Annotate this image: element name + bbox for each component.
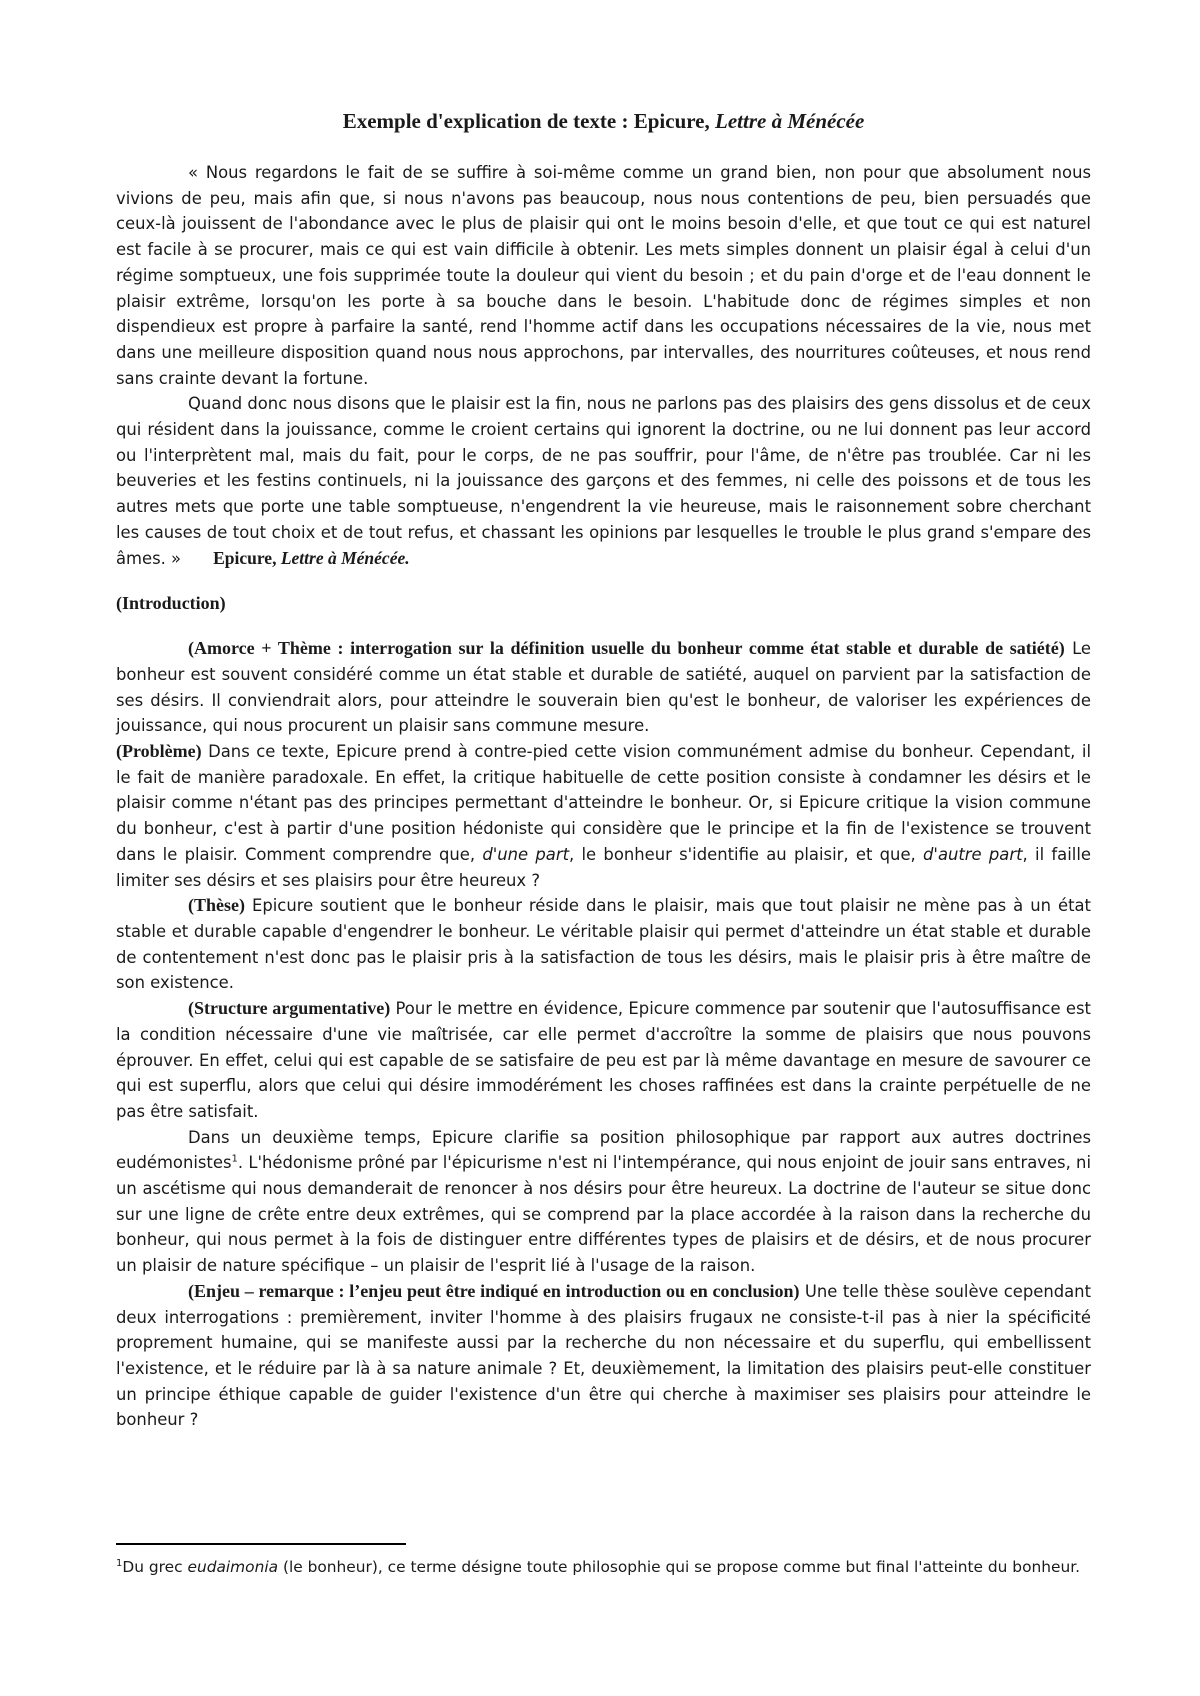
footnote-separator (116, 1543, 406, 1545)
label-these: (Thèse) (188, 895, 245, 916)
label-enjeu: (Enjeu – remarque : l’enjeu peut être indiqué en introduction ou en conclusion) (188, 1280, 800, 1301)
label-structure: (Structure argumentative) (188, 998, 391, 1019)
footnote-number: 1 (116, 1557, 123, 1569)
footnote-reference[interactable]: 1 (231, 1153, 238, 1165)
label-probleme: (Problème) (116, 741, 202, 762)
paragraph-these: (Thèse) Epicure soutient que le bonheur réside dans le plaisir, mais que tout plaisir ne mène pas à un état stable et durable capable d'engendrer le bonheur. Le véritable plaisir qui permet d'atteindre un état stable et durable de contentement n'est donc pas le plaisir pris à la satisfaction de tous les désirs, mais le plaisir pris à être maître de son existence. (116, 895, 1091, 993)
quote-paragraph-1: « Nous regardons le fait de se suffire à soi-même comme un grand bien, non pour que absolument nous vivions de peu, mais afin que, si nous n'avons pas beaucoup, nous nous contentions de peu, bien persuadés que ceux-là jouissent de l'abondance avec le plus de plaisir qui ont le moins besoin d'elle, et que tout ce qui est naturel est facile à se procurer, mais ce qui est vain difficile à obtenir. Les mets simples donnent un plaisir égal à celui d'un régime somptueux, une fois supprimée toute la douleur qui vient du besoin ; et du pain d'orge et de l'eau donnent le plaisir extrême, lorsqu'on les porte à sa bouche dans le besoin. L'habitude donc de régimes simples et non dispendieux est propre à parfaire la santé, rend l'homme actif dans les occupations nécessaires de la vie, nous met dans une meilleure disposition quand nous nous approchons, par intervalles, des nourritures coûteuses, et nous rend sans crainte devant la fortune. (116, 163, 1091, 388)
page-title: Exemple d'explication de texte : Epicure, Lettre à Ménécée (342, 109, 865, 133)
paragraph-enjeu: (Enjeu – remarque : l’enjeu peut être indiqué en introduction ou en conclusion) Une telle thèse soulève cependant deux interrogations : premièrement, inviter l'homme à des plaisirs frugaux ne consiste-t-il pas à nier la spécificité proprement humaine, qui se manifeste aussi par la recherche du non nécessaire et du superflu, qui embellissent l'existence, et le réduire par là à sa nature animale ? Et, deuxièmement, la limitation des plaisirs peut-elle constituer un principe éthique capable de guider l'existence d'un être qui cherche à maximiser ses plaisirs pour atteindre le bonheur ? (116, 1280, 1091, 1430)
document-page (116, 108, 1091, 1433)
quote-signature: Epicure, Lettre à Ménécée. (213, 547, 410, 568)
paragraph-structure: (Structure argumentative) Pour le mettre en évidence, Epicure commence par soutenir que l'autosuffisance est la condition nécessaire d'une vie maîtrisée, car elle permet d'accroître la somme de plaisirs que nous pouvons éprouver. En effet, celui qui est capable de se satisfaire de peu est par là même davantage en mesure de savourer ce qui est superflu, alors que celui qui désire immodérément les choses raffinées est dans la crainte perpétuelle de ne pas être satisfait. (116, 998, 1091, 1121)
paragraph-probleme: (Problème) Dans ce texte, Epicure prend à contre-pied cette vision communément admise du bonheur. Cependant, il le fait de manière paradoxale. En effet, la critique habituelle de cette position consiste à condamner les désirs et le plaisir comme n'étant pas des principes permettant d'atteindre le bonheur. Or, si Epicure critique la vision commune du bonheur, c'est à partir d'une position hédoniste qui considère que le principe et la fin de l'existence se trouvent dans le plaisir. Comment comprendre que, d'une part, le bonheur s'identifie au plaisir, et que, d'autre part, il faille limiter ses désirs et ses plaisirs pour être heureux ? (116, 741, 1091, 890)
label-amorce: (Amorce + Thème : interrogation sur la définition usuelle du bonheur comme état stable et durable de satiété) (188, 638, 1065, 659)
footnote: $^1$Du grec eudaimonia (le bonheur), ce terme désigne toute philosophie qui se propose comme but final l'atteinte du bonheur. (116, 1557, 1081, 1576)
title-work: Lettre à Ménécée (715, 109, 865, 133)
paragraph-deuxieme-temps: Dans un deuxième temps, Epicure clarifie sa position philosophique par rapport aux autres doctrines eudémonistes$^1$. L'hédonisme prôné par l'épicurisme n'est ni l'intempérance, qui nous enjoint de jouir sans entraves, ni un ascétisme qui nous demanderait de renoncer à nos désirs pour être heureux. La doctrine de l'auteur se situe donc sur une ligne de crête entre deux extrêmes, qui se comprend par la place accordée à la raison dans la recherche du bonheur, qui nous permet à la fois de distinguer entre différentes types de plaisirs et de désirs, et de nous procurer un plaisir de nature spécifique – un plaisir de l'esprit lié à l'usage de la raison. (116, 1127, 1091, 1276)
quote-paragraph-2: Quand donc nous disons que le plaisir est la fin, nous ne parlons pas des plaisirs des gens dissolus et de ceux qui résident dans la jouissance, comme le croient certains qui ignorent la doctrine, ou ne lui donnent pas leur accord ou l'interprètent mal, mais du fait, pour le corps, de ne pas souffrir, pour l'âme, de n'être pas troublée. Car ni les beuveries et les festins continuels, ni la jouissance des garçons et des femmes, ni celle des poissons et de tous les autres mets que porte une table somptueuse, n'engendrent la vie heureuse, mais le raisonnement sobre cherchant les causes de tout choix et de tout refus, et chassant les opinions par lesquelles le trouble le plus grand s'empare des âmes. » Epicure, Lettre à Ménécée. (116, 394, 1091, 568)
section-heading-introduction: (Introduction) (116, 593, 226, 614)
paragraph-amorce: (Amorce + Thème : interrogation sur la définition usuelle du bonheur comme état stable et durable de satiété) Le bonheur est souvent considéré comme un état stable et durable de satiété, auquel on parvient par la satisfaction de ses désirs. Il conviendrait alors, pour atteindre le souverain bien qu'est le bonheur, de valoriser les expériences de jouissance, qui nous procurent un plaisir sans commune mesure. (116, 638, 1091, 736)
